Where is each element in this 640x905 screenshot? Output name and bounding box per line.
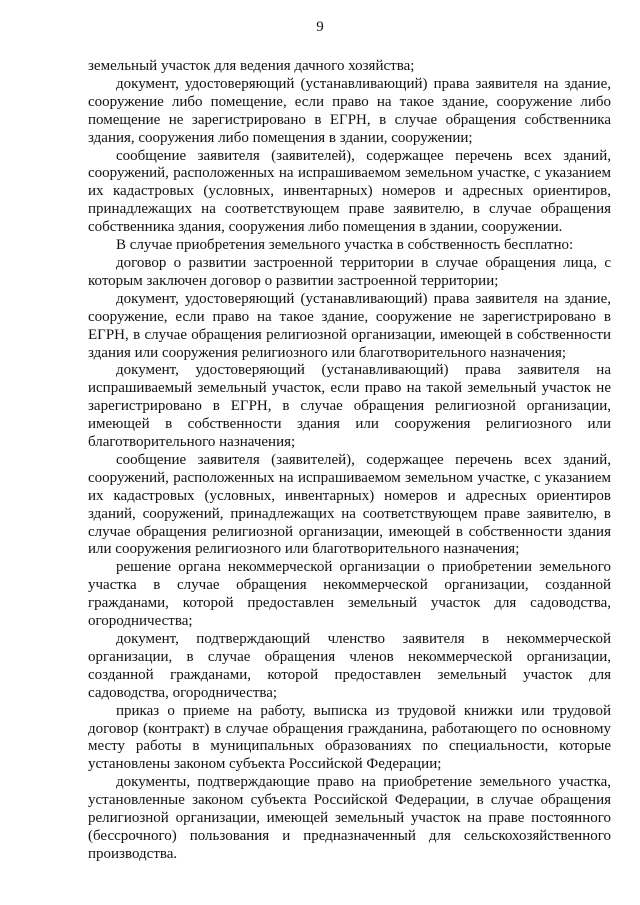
paragraph: земельный участок для ведения дачного хозяйства;	[88, 58, 415, 74]
paragraph: документы, подтверждающие право на приобретение земельного участка, установленные законом субъекта Российской Федерации, в случае обращения религиозной организации, имеющей земельный участок на праве постоянного (бессрочного) пользования и предназначенный для сельскохозяйственного производства.	[88, 774, 611, 862]
paragraph: приказ о приеме на работу, выписка из трудовой книжки или трудовой договор (контракт) в случае обращения гражданина, работающего по основному месту работы в муниципальных образованиях по специальности, которые установлены законом субъекта Российской Федерации;	[88, 702, 611, 773]
document-body	[88, 58, 611, 864]
paragraph: В случае приобретения земельного участка в собственность бесплатно:	[116, 237, 574, 254]
paragraph: решение органа некоммерческой организации о приобретении земельного участка в случае обращения некоммерческой организации, созданной гражданами, которой предоставлен земельный участок для садоводства, огородничества;	[88, 559, 611, 630]
paragraph: документ, подтверждающий членство заявителя в некоммерческой организации, в случае обращения членов некоммерческой организации, созданной гражданами, которой предоставлен земельный участок для садоводства, огородничества;	[88, 631, 611, 701]
paragraph: договор о развитии застроенной территории в случае обращения лица, с которым заключен договор о развитии застроенной территории;	[88, 254, 611, 289]
paragraph: документ, удостоверяющий (устанавливающий) права заявителя на испрашиваемый земельный участок, если право на такой земельный участок не зарегистрировано в ЕГРН, в случае обращения религиозной организации, имеющей в собственности здания или сооружения религиозного или благотворительного назначения;	[88, 362, 611, 451]
paragraph: документ, удостоверяющий (устанавливающий) права заявителя на здание, сооружение либо помещение, если право на такое здание, сооружение либо помещение не зарегистрировано в ЕГРН, в случае обращения собственника здания, сооружения либо помещения в здании, сооружении;	[88, 75, 611, 146]
paragraph: документ, удостоверяющий (устанавливающий) права заявителя на здание, сооружение, если право на такое здание, сооружение не зарегистрировано в ЕГРН, в случае обращения религиозной организации, имеющей в собственности здания или сооружения религиозного или благотворительного назначения;	[88, 290, 611, 361]
paragraph: сообщение заявителя (заявителей), содержащее перечень всех зданий, сооружений, расположенных на испрашиваемом земельном участке, с указанием их кадастровых (условных, инвентарных) номеров и адресных ориентиров, принадлежащих на соответствующем праве заявителю, в случае обращения собственника здания, сооружения либо помещения в здании, сооружении.	[88, 147, 611, 236]
page-number: 9	[316, 19, 324, 35]
paragraph: сообщение заявителя (заявителей), содержащее перечень всех зданий, сооружений, расположенных на испрашиваемом земельном участке, с указанием их кадастровых (условных, инвентарных) номеров и адресных ориентиров зданий, сооружений, принадлежащих на соответствующем праве заявителю, в случае обращения религиозной организации, имеющей в собственности здания или сооружения религиозного или благотворительного назначения;	[88, 451, 611, 558]
